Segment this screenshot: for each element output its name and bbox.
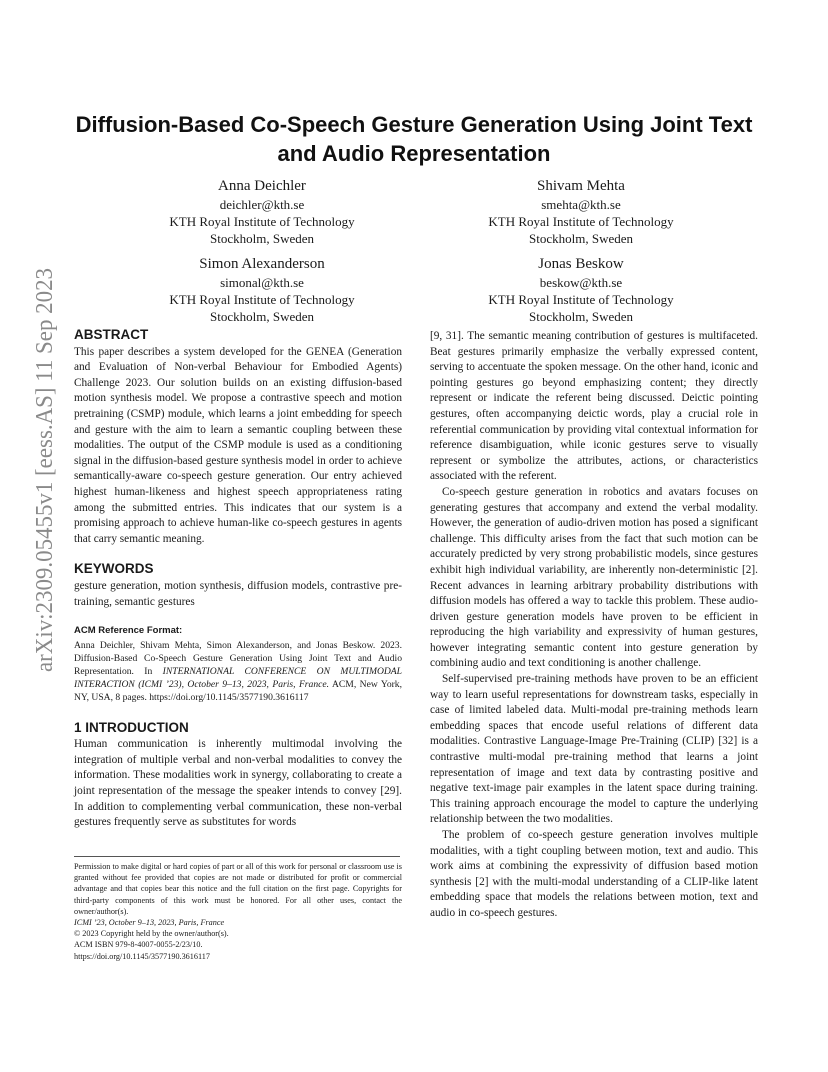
abstract-heading: ABSTRACT — [74, 327, 149, 342]
author-block-4 — [451, 254, 711, 325]
acm-reference-tail[interactable]: ACM, New York, NY, USA, 8 pages. https://doi.org/10.1145/3577190.3616117 — [74, 678, 403, 703]
abstract-text: This paper describes a system developed for the GENEA (Generation and Evaluation of Non-verbal Behaviour for Embodied Agents) Challenge 2023. Our solution builds on an existing diffusion-based motion synthesis model. We propose a contrastive speech and motion pretraining (CSMP) module, which learns a joint embedding for speech and gesture with the aim to learn a semantic coupling between these modalities. The output of the CSMP module is used as a conditioning signal in the diffusion-based gesture synthesis model in order to achieve semantically-aware co-speech gesture generation. Our entry achieved highest human-likeness and highest speech appropriateness rating among the submitted entries. This indicates that our system is a promising approach to achieve human-like co-speech gestures in agents that carry semantic meaning. — [74, 345, 402, 545]
left-column — [74, 327, 402, 831]
author-location: Stockholm, Sweden — [529, 309, 633, 324]
body-paragraph-1: [9, 31]. The semantic meaning contribution of gestures is multifaceted. Beat gestures primarily emphasize the verbally expressed content, serving to accentuate the spoken message. On the other hand, iconic and pointing gestures go beyond emphasizing content; they directly represent or indicate the referent being discussed. Deictic pointing gestures, often accompanying deictic words, play a crucial role in referential communication by providing vital contextual information for reference disambiguation, while iconic gestures serve to visually represent or symbolize the attributes, actions, or characteristics associated with the referent. — [430, 330, 758, 483]
author-block-1 — [132, 176, 392, 247]
body-paragraph-2: Co-speech gesture generation in robotics and avatars focuses on generating gestures that accompany and extend the verbal modality. However, the generation of audio-driven motion has posed a significant challenge. This difficulty arises from the fact that such motion can be accurately predicted by very strong probabilistic models, since gestures exhibit high individual variability, are inherently non-deterministic [2]. Recent advances in learning arbitrary probability distributions with diffusion models has offered a way to tackle this problem. These audio-driven gesture generation models have proven to be efficient in reproducing the high variability and expressivity of human gestures, however integrating semantic content into gesture generation by combining audio and text conditioning is another challenge. — [430, 485, 758, 670]
right-column — [430, 329, 758, 922]
author-email[interactable]: smehta@kth.se — [541, 197, 621, 212]
author-affiliation: KTH Royal Institute of Technology — [169, 292, 355, 307]
intro-paragraph: Human communication is inherently multimodal involving the integration of multiple verbal and non-verbal modalities to convey the information. These modalities work in synergy, collaborating to create a joint representation of the message the speaker intends to convey [29]. In addition to complementing verbal communication, these non-verbal gestures frequently serve as substitutes for words — [74, 738, 402, 829]
author-email[interactable]: simonal@kth.se — [220, 275, 304, 290]
doi-link[interactable]: https://doi.org/10.1145/3577190.3616117 — [74, 951, 210, 961]
author-affiliation: KTH Royal Institute of Technology — [488, 292, 674, 307]
arxiv-sidebar-stamp — [10, 260, 68, 680]
acm-reference-authors: Anna Deichler, Shivam Mehta, Simon Alexanderson, and Jonas Beskow. 2023. Diffusion-Based Co-Speech Gesture Generation Using Joint Text and Audio Representation. In — [74, 639, 402, 677]
footnote-divider — [74, 856, 400, 857]
paper-title: Diffusion-Based Co-Speech Gesture Generation Using Joint Text and Audio Representation — [75, 112, 753, 166]
author-location: Stockholm, Sweden — [210, 231, 314, 246]
body-paragraph-3: Self-supervised pre-training methods have proven to be an efficient way to learn useful representations for downstream tasks, especially in case of limited labeled data. Multi-modal pre-training methods learn embedding spaces that encode useful relations of different data modalities. Contrastive Language-Image Pre-Training (CLIP) [32] is a contrastive multi-modal pre-training method that learns a joint representation of image and text data by contrasting positive and negative text-image pair examples in the latent space during training. This training approach encourage the model to capture the underlying relationship between the two modalities. — [430, 673, 758, 826]
conference-line — [74, 917, 402, 928]
permission-notice: Permission to make digital or hard copies of part or all of this work for personal or classroom use is granted without fee provided that copies are not made or distributed for profit or commercial advantage and that copies bear this notice and the full citation on the first page. Copyrights for third-party components of this work must be honored. For all other uses, contact the owner/author(s). — [74, 862, 402, 916]
author-block-3 — [132, 254, 392, 325]
copyright-line: © 2023 Copyright held by the owner/author(s). — [74, 929, 229, 939]
body-paragraph-4: The problem of co-speech gesture generation involves multiple modalities, with a tight coupling between motion, text and audio. This work aims at combining the expressivity of diffusion based motion synthesis [2] with the multi-modal understanding of a CLIP-like latent embedding space that models the relations between motion, text and audio in co-speech gestures. — [430, 829, 758, 919]
acm-reference-text — [74, 639, 402, 704]
acm-reference-venue: INTERNATIONAL CONFERENCE ON MULTIMODAL INTERACTION (ICMI ’23), October 9–13, 2023, Paris, France. — [74, 665, 402, 690]
keywords-text: gesture generation, motion synthesis, diffusion models, contrastive pre-training, semantic gestures — [74, 579, 402, 608]
author-name: Shivam Mehta — [537, 178, 625, 194]
author-location: Stockholm, Sweden — [210, 309, 314, 324]
arxiv-stamp-svg — [10, 260, 68, 680]
conference-text: ICMI ’23, October 9–13, 2023, Paris, France — [74, 918, 225, 928]
acm-reference-heading: ACM Reference Format: — [74, 625, 183, 637]
author-name: Simon Alexanderson — [199, 256, 325, 272]
author-email[interactable]: beskow@kth.se — [539, 275, 623, 290]
keywords-heading: KEYWORDS — [74, 561, 154, 577]
intro-heading: 1 INTRODUCTION — [74, 719, 189, 735]
author-block-2 — [451, 176, 711, 247]
author-email[interactable]: deichler@kth.se — [219, 197, 305, 212]
author-name: Anna Deichler — [218, 178, 306, 194]
author-affiliation: KTH Royal Institute of Technology — [488, 214, 674, 229]
isbn-line: ACM ISBN 979-8-4007-0055-2/23/10. — [74, 940, 203, 950]
footnote — [74, 861, 402, 962]
author-affiliation: KTH Royal Institute of Technology — [169, 214, 355, 229]
author-location: Stockholm, Sweden — [529, 231, 633, 246]
author-name: Jonas Beskow — [538, 256, 624, 272]
arxiv-identifier: arXiv:2309.05455v1 [eess.AS] 11 Sep 2023 — [31, 260, 58, 672]
